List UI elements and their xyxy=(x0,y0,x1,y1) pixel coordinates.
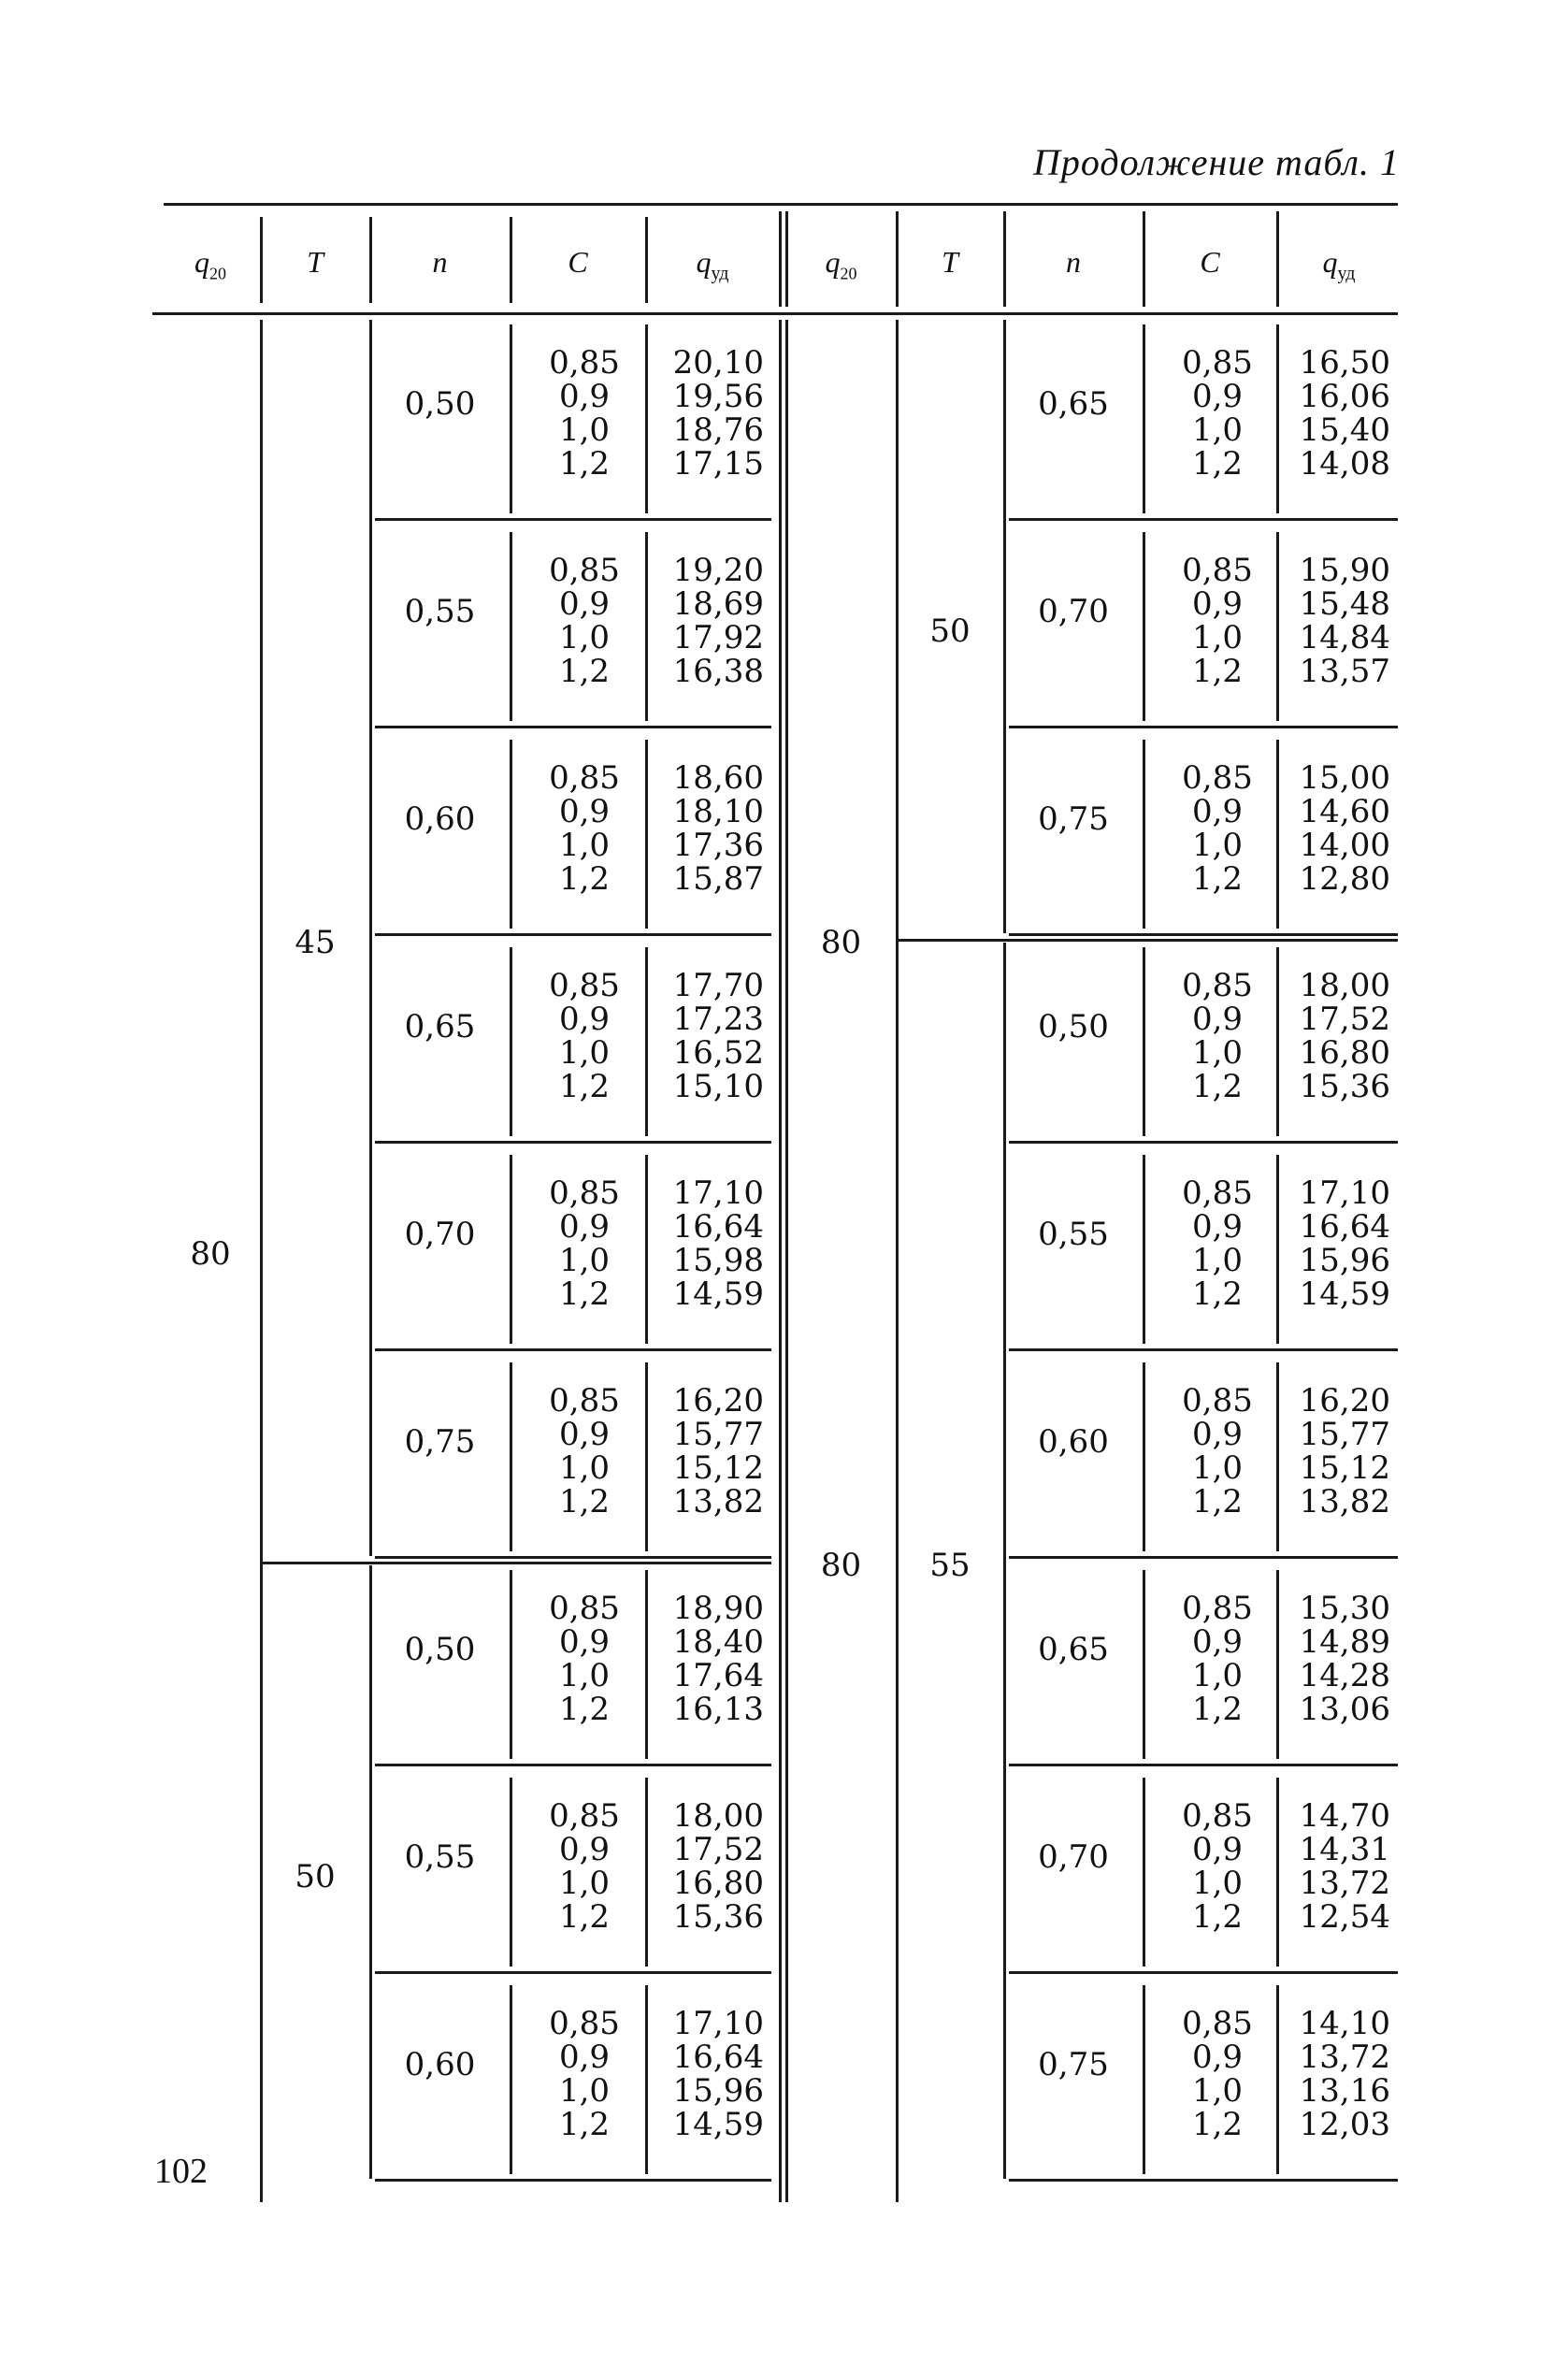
right-q-column-rule xyxy=(1276,1778,1279,1967)
left-n-value: 0,65 xyxy=(404,1008,476,1045)
left-qud-value: 15,12 xyxy=(672,1449,764,1487)
left-qud-value: 17,64 xyxy=(672,1657,764,1694)
right-block-rule xyxy=(1009,726,1398,728)
left-qud-value: 15,77 xyxy=(672,1416,764,1453)
left-q-column-rule xyxy=(645,324,648,513)
right-qud-value: 14,84 xyxy=(1299,619,1390,656)
left-block-rule xyxy=(375,1141,771,1144)
left-qud-value: 18,40 xyxy=(672,1623,764,1661)
left-block-rule xyxy=(375,518,771,521)
right-qud-value: 13,72 xyxy=(1299,2039,1390,2076)
left-c-value: 1,0 xyxy=(558,1449,611,1487)
right-c-value: 1,2 xyxy=(1191,653,1244,690)
right-n-column-rule xyxy=(1003,943,1006,2179)
right-c-value: 1,0 xyxy=(1191,2072,1244,2110)
left-c-value: 0,9 xyxy=(558,1416,611,1453)
left-q-column-rule xyxy=(645,1985,648,2174)
left-c-value: 0,9 xyxy=(558,1623,611,1661)
left-c-value: 0,85 xyxy=(549,2005,620,2042)
right-qud-value: 13,72 xyxy=(1299,1865,1390,1902)
right-q-column-rule xyxy=(1276,1155,1279,1344)
right-q20-value: 80 xyxy=(820,924,862,961)
header-q20-sub: 20 xyxy=(840,264,857,283)
right-qud-value: 14,89 xyxy=(1299,1623,1390,1661)
header-C-symbol: C xyxy=(1200,245,1220,279)
right-c-value: 1,2 xyxy=(1191,1898,1244,1936)
left-n-column-rule xyxy=(369,320,372,1556)
left-c-value: 1,2 xyxy=(558,1691,611,1728)
right-qud-value: 14,00 xyxy=(1299,827,1390,864)
page-number: 102 xyxy=(154,2152,208,2191)
left-qud-value: 17,70 xyxy=(672,967,764,1004)
right-block-rule xyxy=(1009,1764,1398,1766)
right-c-value: 0,85 xyxy=(1182,552,1253,589)
right-c-value: 1,2 xyxy=(1191,860,1244,898)
right-qud-value: 14,08 xyxy=(1299,445,1390,483)
header-qud xyxy=(648,245,777,284)
right-c-value: 0,9 xyxy=(1191,585,1244,623)
left-c-value: 1,2 xyxy=(558,1483,611,1520)
right-c-value: 0,9 xyxy=(1191,793,1244,830)
left-block-rule xyxy=(375,933,771,936)
right-qud-value: 15,12 xyxy=(1299,1449,1390,1487)
left-q-column-rule xyxy=(645,1362,648,1551)
right-q-column-rule xyxy=(1276,740,1279,929)
right-q-column-rule xyxy=(1276,1985,1279,2174)
right-qud-value: 14,60 xyxy=(1299,793,1390,830)
right-qud-value: 16,20 xyxy=(1299,1382,1390,1419)
right-block-rule xyxy=(1009,518,1398,521)
left-qud-value: 17,10 xyxy=(672,1174,764,1212)
right-c-column-rule xyxy=(1143,740,1145,929)
header-bottom-rule xyxy=(152,312,1398,315)
right-c-column-rule xyxy=(1143,1985,1145,2174)
left-c-value: 1,0 xyxy=(558,827,611,864)
right-c-value: 1,0 xyxy=(1191,411,1244,449)
right-block-rule xyxy=(1009,1556,1398,1559)
left-c-value: 0,85 xyxy=(549,1590,620,1627)
left-q20-value: 80 xyxy=(190,1235,231,1273)
left-qud-value: 16,64 xyxy=(672,1208,764,1246)
left-block-rule xyxy=(375,1971,771,1974)
left-block-rule xyxy=(375,2179,771,2182)
left-c-value: 1,2 xyxy=(558,1898,611,1936)
left-qud-value: 15,10 xyxy=(672,1068,764,1105)
right-c-value: 0,9 xyxy=(1191,2039,1244,2076)
right-t-column-rule xyxy=(896,320,899,2202)
right-c-value: 1,0 xyxy=(1191,1449,1244,1487)
left-qud-value: 16,38 xyxy=(672,653,764,690)
right-qud-value: 12,03 xyxy=(1299,2106,1390,2143)
header-T-symbol: T xyxy=(307,245,324,279)
left-c-column-rule xyxy=(510,324,512,513)
left-c-value: 0,85 xyxy=(549,759,620,797)
right-qud-value: 15,96 xyxy=(1299,1242,1390,1279)
left-qud-value: 20,10 xyxy=(672,344,764,382)
right-qud-value: 18,00 xyxy=(1299,967,1390,1004)
header-q20-right xyxy=(788,245,894,283)
right-c-value: 0,85 xyxy=(1182,1590,1253,1627)
right-t-value: 55 xyxy=(929,1547,971,1584)
right-c-value: 1,0 xyxy=(1191,619,1244,656)
right-c-value: 0,9 xyxy=(1191,1831,1244,1868)
left-c-value: 1,0 xyxy=(558,2072,611,2110)
left-n-value: 0,70 xyxy=(404,1216,476,1253)
left-c-value: 0,9 xyxy=(558,378,611,415)
left-c-column-rule xyxy=(510,947,512,1136)
right-block-rule xyxy=(1009,933,1398,936)
right-c-column-rule xyxy=(1143,947,1145,1136)
right-qud-value: 14,31 xyxy=(1299,1831,1390,1868)
header-qud-right xyxy=(1279,245,1399,284)
right-qud-value: 16,80 xyxy=(1299,1034,1390,1072)
left-c-value: 0,85 xyxy=(549,1797,620,1835)
left-c-value: 1,2 xyxy=(558,445,611,483)
left-qud-value: 18,69 xyxy=(672,585,764,623)
left-c-value: 0,85 xyxy=(549,344,620,382)
right-q-column-rule xyxy=(1276,1362,1279,1551)
left-n-value: 0,60 xyxy=(404,2046,476,2083)
right-n-value: 0,65 xyxy=(1038,385,1109,423)
right-c-value: 1,2 xyxy=(1191,1275,1244,1313)
right-c-value: 0,85 xyxy=(1182,1797,1253,1835)
header-q20-symbol: q xyxy=(825,245,841,279)
header-n-symbol: n xyxy=(432,245,448,279)
right-qud-value: 14,28 xyxy=(1299,1657,1390,1694)
right-c-value: 0,9 xyxy=(1191,378,1244,415)
right-c-column-rule xyxy=(1143,532,1145,721)
header-double-divider xyxy=(779,211,782,307)
middle-double-rule xyxy=(785,320,788,2202)
right-c-value: 0,85 xyxy=(1182,759,1253,797)
right-q20-value: 80 xyxy=(820,1547,862,1584)
left-c-value: 1,0 xyxy=(558,411,611,449)
left-qud-value: 14,59 xyxy=(672,1275,764,1313)
left-q-column-rule xyxy=(645,947,648,1136)
left-qud-value: 16,80 xyxy=(672,1865,764,1902)
left-qud-value: 17,52 xyxy=(672,1831,764,1868)
right-c-value: 0,9 xyxy=(1191,1623,1244,1661)
left-q-column-rule xyxy=(645,740,648,929)
left-c-value: 0,9 xyxy=(558,1001,611,1038)
right-qud-value: 12,80 xyxy=(1299,860,1390,898)
right-q-column-rule xyxy=(1276,532,1279,721)
right-n-value: 0,70 xyxy=(1038,1838,1109,1876)
header-n-symbol: n xyxy=(1066,245,1081,279)
left-c-column-rule xyxy=(510,1362,512,1551)
left-c-value: 0,85 xyxy=(549,967,620,1004)
left-c-value: 1,2 xyxy=(558,860,611,898)
header-qud-sub: уд xyxy=(711,263,729,284)
right-qud-value: 15,40 xyxy=(1299,411,1390,449)
right-t-value: 50 xyxy=(929,612,971,650)
right-qud-value: 14,59 xyxy=(1299,1275,1390,1313)
header-qud-symbol: q xyxy=(696,245,712,279)
left-c-value: 1,2 xyxy=(558,1068,611,1105)
table-caption: Продолжение табл. 1 xyxy=(1032,141,1400,183)
right-n-value: 0,55 xyxy=(1038,1216,1109,1253)
right-qud-value: 13,06 xyxy=(1299,1691,1390,1728)
left-c-value: 0,85 xyxy=(549,1382,620,1419)
header-qud-sub: уд xyxy=(1337,263,1356,284)
right-c-value: 1,0 xyxy=(1191,1242,1244,1279)
left-c-column-rule xyxy=(510,1985,512,2174)
left-qud-value: 19,56 xyxy=(672,378,764,415)
left-qud-value: 19,20 xyxy=(672,552,764,589)
right-qud-value: 17,10 xyxy=(1299,1174,1390,1212)
right-n-value: 0,75 xyxy=(1038,2046,1109,2083)
header-C-right xyxy=(1145,245,1274,280)
right-c-column-rule xyxy=(1143,324,1145,513)
right-c-value: 1,0 xyxy=(1191,1034,1244,1072)
left-block-rule xyxy=(375,726,771,728)
left-t-group-rule xyxy=(260,1562,771,1564)
left-n-value: 0,50 xyxy=(404,1631,476,1668)
left-qud-value: 15,98 xyxy=(672,1242,764,1279)
left-n-value: 0,60 xyxy=(404,800,476,838)
header-top-rule xyxy=(164,203,1398,206)
right-c-value: 1,0 xyxy=(1191,827,1244,864)
left-qud-value: 18,60 xyxy=(672,759,764,797)
right-qud-value: 15,36 xyxy=(1299,1068,1390,1105)
middle-double-rule xyxy=(779,320,782,2202)
left-c-value: 0,9 xyxy=(558,1831,611,1868)
left-c-value: 0,9 xyxy=(558,793,611,830)
right-qud-value: 15,00 xyxy=(1299,759,1390,797)
left-qud-value: 18,10 xyxy=(672,793,764,830)
left-qud-value: 15,96 xyxy=(672,2072,764,2110)
right-qud-value: 14,70 xyxy=(1299,1797,1390,1835)
right-n-value: 0,75 xyxy=(1038,800,1109,838)
right-c-value: 0,85 xyxy=(1182,344,1253,382)
right-qud-value: 15,90 xyxy=(1299,552,1390,589)
right-block-rule xyxy=(1009,1971,1398,1974)
right-qud-value: 13,57 xyxy=(1299,653,1390,690)
right-c-column-rule xyxy=(1143,1570,1145,1759)
right-c-value: 0,9 xyxy=(1191,1416,1244,1453)
left-qud-value: 16,64 xyxy=(672,2039,764,2076)
left-qud-value: 18,76 xyxy=(672,411,764,449)
right-c-column-rule xyxy=(1143,1362,1145,1551)
left-c-value: 1,0 xyxy=(558,1242,611,1279)
left-qud-value: 16,52 xyxy=(672,1034,764,1072)
left-block-rule xyxy=(375,1764,771,1766)
left-c-column-rule xyxy=(510,740,512,929)
left-q-column-rule xyxy=(645,532,648,721)
right-n-value: 0,50 xyxy=(1038,1008,1109,1045)
right-qud-value: 15,77 xyxy=(1299,1416,1390,1453)
left-c-value: 0,85 xyxy=(549,552,620,589)
header-C-symbol: C xyxy=(568,245,588,279)
right-qud-value: 16,64 xyxy=(1299,1208,1390,1246)
right-qud-value: 16,06 xyxy=(1299,378,1390,415)
right-block-rule xyxy=(1009,1141,1398,1144)
right-qud-value: 13,82 xyxy=(1299,1483,1390,1520)
right-n-value: 0,60 xyxy=(1038,1423,1109,1461)
right-c-value: 1,2 xyxy=(1191,1068,1244,1105)
left-block-rule xyxy=(375,1556,771,1559)
left-qud-value: 17,36 xyxy=(672,827,764,864)
left-t-column-rule xyxy=(260,320,263,2202)
left-qud-value: 16,13 xyxy=(672,1691,764,1728)
right-c-value: 1,2 xyxy=(1191,445,1244,483)
left-c-value: 0,85 xyxy=(549,1174,620,1212)
left-c-value: 1,2 xyxy=(558,653,611,690)
left-q-column-rule xyxy=(645,1778,648,1967)
left-n-value: 0,55 xyxy=(404,593,476,630)
left-c-value: 0,9 xyxy=(558,2039,611,2076)
left-c-value: 0,9 xyxy=(558,585,611,623)
left-qud-value: 13,82 xyxy=(672,1483,764,1520)
left-c-column-rule xyxy=(510,1155,512,1344)
left-c-value: 0,9 xyxy=(558,1208,611,1246)
right-qud-value: 15,48 xyxy=(1299,585,1390,623)
header-T xyxy=(263,245,367,280)
right-n-value: 0,70 xyxy=(1038,593,1109,630)
right-c-value: 0,9 xyxy=(1191,1001,1244,1038)
right-qud-value: 12,54 xyxy=(1299,1898,1390,1936)
right-c-value: 0,9 xyxy=(1191,1208,1244,1246)
header-q20-symbol: q xyxy=(194,245,209,279)
left-qud-value: 17,15 xyxy=(672,445,764,483)
left-qud-value: 15,87 xyxy=(672,860,764,898)
left-c-value: 1,0 xyxy=(558,1865,611,1902)
right-c-value: 0,85 xyxy=(1182,967,1253,1004)
left-qud-value: 18,00 xyxy=(672,1797,764,1835)
right-qud-value: 14,10 xyxy=(1299,2005,1390,2042)
header-q20-sub: 20 xyxy=(209,264,226,283)
right-c-value: 0,85 xyxy=(1182,2005,1253,2042)
left-c-value: 1,0 xyxy=(558,619,611,656)
right-c-value: 0,85 xyxy=(1182,1382,1253,1419)
left-t-value: 45 xyxy=(295,924,336,961)
right-c-value: 1,2 xyxy=(1191,1691,1244,1728)
left-qud-value: 17,92 xyxy=(672,619,764,656)
right-c-value: 0,85 xyxy=(1182,1174,1253,1212)
left-c-value: 1,2 xyxy=(558,1275,611,1313)
left-n-value: 0,55 xyxy=(404,1838,476,1876)
left-qud-value: 17,10 xyxy=(672,2005,764,2042)
right-qud-value: 15,30 xyxy=(1299,1590,1390,1627)
left-c-value: 1,0 xyxy=(558,1034,611,1072)
left-q-column-rule xyxy=(645,1155,648,1344)
left-qud-value: 14,59 xyxy=(672,2106,764,2143)
right-c-column-rule xyxy=(1143,1778,1145,1967)
left-c-value: 1,0 xyxy=(558,1657,611,1694)
left-n-value: 0,50 xyxy=(404,385,476,423)
right-q-column-rule xyxy=(1276,947,1279,1136)
left-n-value: 0,75 xyxy=(404,1423,476,1461)
right-t-group-rule xyxy=(896,939,1398,942)
right-qud-value: 17,52 xyxy=(1299,1001,1390,1038)
right-c-value: 1,2 xyxy=(1191,1483,1244,1520)
left-qud-value: 17,23 xyxy=(672,1001,764,1038)
right-c-column-rule xyxy=(1143,1155,1145,1344)
left-qud-value: 16,20 xyxy=(672,1382,764,1419)
right-qud-value: 16,50 xyxy=(1299,344,1390,382)
left-qud-value: 18,90 xyxy=(672,1590,764,1627)
left-c-value: 1,2 xyxy=(558,2106,611,2143)
right-qud-value: 13,16 xyxy=(1299,2072,1390,2110)
left-c-column-rule xyxy=(510,1570,512,1759)
header-C xyxy=(512,245,643,280)
header-T-right xyxy=(899,245,1001,280)
header-n xyxy=(372,245,508,280)
left-q-column-rule xyxy=(645,1570,648,1759)
right-q-column-rule xyxy=(1276,324,1279,513)
right-n-value: 0,65 xyxy=(1038,1631,1109,1668)
left-block-rule xyxy=(375,1348,771,1351)
left-t-value: 50 xyxy=(295,1858,336,1895)
left-c-column-rule xyxy=(510,1778,512,1967)
right-c-value: 1,2 xyxy=(1191,2106,1244,2143)
left-c-column-rule xyxy=(510,532,512,721)
header-qud-symbol: q xyxy=(1322,245,1338,279)
right-c-value: 1,0 xyxy=(1191,1865,1244,1902)
header-q20 xyxy=(164,245,257,283)
header-T-symbol: T xyxy=(942,245,958,279)
right-block-rule xyxy=(1009,2179,1398,2182)
header-n-right xyxy=(1006,245,1141,280)
right-q-column-rule xyxy=(1276,1570,1279,1759)
left-qud-value: 15,36 xyxy=(672,1898,764,1936)
right-c-value: 1,0 xyxy=(1191,1657,1244,1694)
right-block-rule xyxy=(1009,1348,1398,1351)
